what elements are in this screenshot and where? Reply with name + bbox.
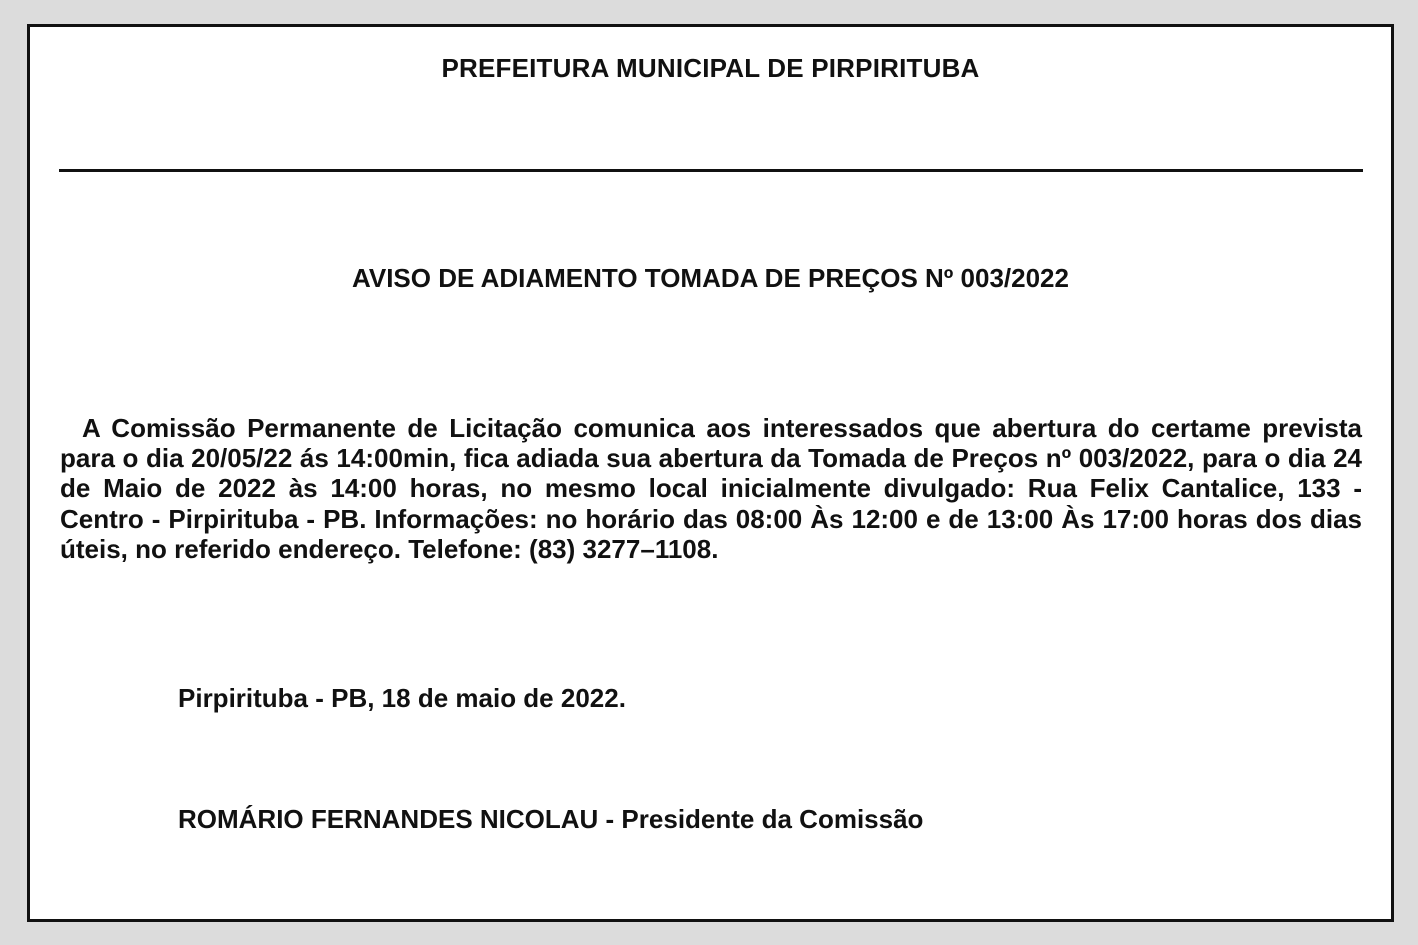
horizontal-divider [59, 169, 1363, 172]
notice-body: A Comissão Permanente de Licitação comunica aos interessados que abertura do certame prevista para o dia 20/05/22 ás 14:00min, fica adiada sua abertura da Tomada de Preços nº 003/2022, para o dia 24 de Maio de 2022 às 14:00 horas, no mesmo local inicialmente divulgado: Rua Felix Cantalice, 133 - Centro - Pirpirituba - PB. Informações: no horário das 08:00 Às 12:00 e de 13:00 Às 17:00 horas dos dias úteis, no referido endereço. Telefone: (83) 3277–1108. [60, 413, 1362, 564]
organization-heading: PREFEITURA MUNICIPAL DE PIRPIRITUBA [441, 53, 980, 83]
notice-frame [27, 24, 1394, 922]
notice-title: AVISO DE ADIAMENTO TOMADA DE PREÇOS Nº 003/2022 [352, 263, 1069, 293]
signature-line: ROMÁRIO FERNANDES NICOLAU - Presidente da Comissão [178, 804, 924, 834]
place-date: Pirpirituba - PB, 18 de maio de 2022. [178, 683, 626, 713]
